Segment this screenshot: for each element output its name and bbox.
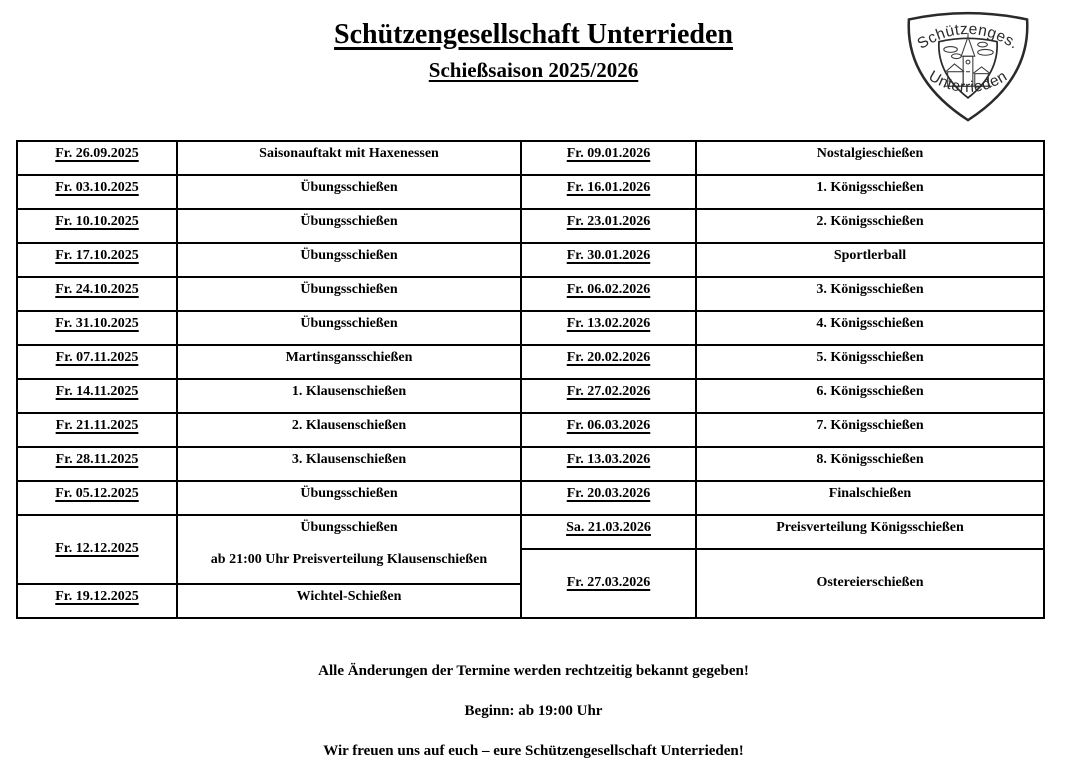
event-name-cell xyxy=(177,379,521,413)
schedule-row xyxy=(17,379,521,413)
schedule-row xyxy=(17,141,521,175)
event-date: Fr. 12.12.2025 xyxy=(55,541,139,557)
schedule-row xyxy=(521,549,1044,618)
event-name: Sportlerball xyxy=(833,248,907,263)
event-name-cell xyxy=(177,277,521,311)
event-name-cell xyxy=(696,277,1044,311)
event-name-cell xyxy=(696,413,1044,447)
schedule-row xyxy=(17,175,521,209)
event-name-cell xyxy=(696,447,1044,481)
schedule-row xyxy=(17,515,521,584)
event-date-cell xyxy=(521,379,696,413)
schedule-row xyxy=(521,515,1044,549)
event-name-cell xyxy=(177,345,521,379)
event-name: Finalschießen xyxy=(828,486,912,501)
event-name: 3. Klausenschießen xyxy=(291,452,407,467)
footer-note-start-time: Beginn: ab 19:00 Uhr xyxy=(464,703,603,719)
event-date-cell xyxy=(17,379,177,413)
schedule-row xyxy=(521,311,1044,345)
schedule-table-2025 xyxy=(16,140,522,619)
event-name-cell xyxy=(177,311,521,345)
footer-note-greeting: Wir freuen uns auf euch – eure Schützengesellschaft Unterrieden! xyxy=(323,743,744,759)
event-name: 7. Königsschießen xyxy=(816,418,924,433)
event-name-cell xyxy=(696,209,1044,243)
event-date-cell xyxy=(17,345,177,379)
event-name: Übungsschießen xyxy=(300,248,398,263)
event-name: Übungsschießen xyxy=(300,180,398,195)
footer-note-changes: Alle Änderungen der Termine werden rechtzeitig bekannt gegeben! xyxy=(318,663,749,679)
event-name-cell xyxy=(696,549,1044,618)
schedule-tables xyxy=(16,140,1045,619)
schedule-row xyxy=(17,311,521,345)
event-date: Fr. 28.11.2025 xyxy=(55,452,139,467)
event-date: Fr. 13.03.2026 xyxy=(566,452,651,467)
event-date-cell xyxy=(521,277,696,311)
event-date: Fr. 20.03.2026 xyxy=(566,486,651,501)
event-date: Fr. 26.09.2025 xyxy=(55,146,139,161)
schedule-row xyxy=(521,345,1044,379)
event-date: Fr. 06.02.2026 xyxy=(566,282,651,297)
schedule-row xyxy=(521,447,1044,481)
event-date-cell xyxy=(17,447,177,481)
schedule-row xyxy=(521,141,1044,175)
event-date-cell xyxy=(521,141,696,175)
schedule-row xyxy=(521,175,1044,209)
page-title: Schützengesellschaft Unterrieden xyxy=(334,19,733,50)
shield-crest-icon xyxy=(899,2,1037,124)
event-name-cell xyxy=(177,584,521,618)
event-date: Fr. 16.01.2026 xyxy=(566,180,651,195)
event-date-cell xyxy=(521,243,696,277)
event-date: Fr. 24.10.2025 xyxy=(55,282,139,297)
event-date: Fr. 09.01.2026 xyxy=(566,146,651,161)
event-date: Fr. 07.11.2025 xyxy=(55,350,139,365)
crest-bottom-label: Unterrieden xyxy=(925,67,1011,97)
event-date-cell xyxy=(17,141,177,175)
event-name: 2. Klausenschießen xyxy=(291,418,407,433)
event-date-cell xyxy=(521,311,696,345)
footer-notes xyxy=(0,663,1067,783)
event-name-cell xyxy=(696,515,1044,549)
schedule-row xyxy=(17,481,521,515)
event-name: Ostereierschießen xyxy=(816,575,924,591)
event-name-cell xyxy=(177,481,521,515)
event-date: Sa. 21.03.2026 xyxy=(566,520,651,535)
event-name-line2: ab 21:00 Uhr Preisverteilung Klausenschießen xyxy=(210,551,488,567)
crest-top-label: Schützenges. xyxy=(914,20,1022,53)
event-name: Übungsschießen xyxy=(300,486,398,501)
event-name: 6. Königsschießen xyxy=(816,384,924,399)
schedule-row xyxy=(521,243,1044,277)
page-subtitle: Schießsaison 2025/2026 xyxy=(428,57,639,82)
club-crest-logo xyxy=(899,2,1037,124)
event-date-cell xyxy=(521,515,696,549)
event-name: Übungsschießen xyxy=(300,520,398,535)
event-date: Fr. 05.12.2025 xyxy=(55,486,139,501)
event-name: Martinsgansschießen xyxy=(285,350,413,365)
schedule-row xyxy=(17,209,521,243)
event-name: 5. Königsschießen xyxy=(816,350,924,365)
event-date-cell xyxy=(521,175,696,209)
event-date-cell xyxy=(17,584,177,618)
schedule-row xyxy=(17,243,521,277)
event-date-cell xyxy=(17,175,177,209)
event-date: Fr. 27.02.2026 xyxy=(566,384,651,399)
event-name: Saisonauftakt mit Haxenessen xyxy=(259,146,439,161)
event-date: Fr. 06.03.2026 xyxy=(566,418,651,433)
event-name: Übungsschießen xyxy=(300,214,398,229)
schedule-row xyxy=(521,481,1044,515)
event-name-cell xyxy=(177,515,521,584)
event-name-cell xyxy=(177,413,521,447)
event-date-cell xyxy=(17,243,177,277)
event-name: 2. Königsschießen xyxy=(816,214,924,229)
event-name: Nostalgieschießen xyxy=(816,146,924,161)
event-date: Fr. 19.12.2025 xyxy=(55,589,139,604)
event-name-cell xyxy=(696,379,1044,413)
event-name-cell xyxy=(696,481,1044,515)
event-date: Fr. 03.10.2025 xyxy=(55,180,139,195)
event-name-cell xyxy=(177,447,521,481)
event-date-cell xyxy=(521,209,696,243)
schedule-row xyxy=(17,584,521,618)
event-date: Fr. 13.02.2026 xyxy=(566,316,651,331)
event-date: Fr. 10.10.2025 xyxy=(55,214,139,229)
event-name: 4. Königsschießen xyxy=(816,316,924,331)
event-date-cell xyxy=(521,345,696,379)
schedule-row xyxy=(521,209,1044,243)
event-date-cell xyxy=(521,447,696,481)
event-name: 1. Klausenschießen xyxy=(291,384,407,399)
schedule-row xyxy=(521,379,1044,413)
event-date: Fr. 21.11.2025 xyxy=(55,418,139,433)
event-name-cell xyxy=(696,345,1044,379)
event-date-cell xyxy=(521,413,696,447)
event-date: Fr. 17.10.2025 xyxy=(55,248,139,263)
event-date: Fr. 30.01.2026 xyxy=(566,248,651,263)
schedule-row xyxy=(521,413,1044,447)
event-date-cell xyxy=(17,277,177,311)
schedule-row xyxy=(17,413,521,447)
event-name-cell xyxy=(177,141,521,175)
schedule-row xyxy=(17,277,521,311)
event-date: Fr. 20.02.2026 xyxy=(566,350,651,365)
event-name: 1. Königsschießen xyxy=(816,180,924,195)
event-date: Fr. 23.01.2026 xyxy=(566,214,651,229)
event-date-cell xyxy=(17,311,177,345)
event-name: Preisverteilung Königsschießen xyxy=(776,520,964,535)
event-name-cell xyxy=(696,141,1044,175)
event-name-cell xyxy=(696,243,1044,277)
event-date-cell xyxy=(17,209,177,243)
event-date-cell xyxy=(17,413,177,447)
event-date-cell xyxy=(17,515,177,584)
schedule-row xyxy=(521,277,1044,311)
event-name: Übungsschießen xyxy=(300,282,398,297)
event-name-cell xyxy=(177,243,521,277)
event-date-cell xyxy=(521,481,696,515)
event-name: 3. Königsschießen xyxy=(816,282,924,297)
event-name: 8. Königsschießen xyxy=(816,452,924,467)
schedule-table-2026 xyxy=(520,140,1045,619)
event-name: Übungsschießen xyxy=(300,316,398,331)
schedule-row xyxy=(17,345,521,379)
event-name: Wichtel-Schießen xyxy=(296,589,402,604)
event-name-cell xyxy=(177,175,521,209)
event-name-cell xyxy=(696,311,1044,345)
schedule-row xyxy=(17,447,521,481)
event-date: Fr. 14.11.2025 xyxy=(55,384,139,399)
event-date: Fr. 31.10.2025 xyxy=(55,316,139,331)
event-date-cell xyxy=(521,549,696,618)
event-name-cell xyxy=(696,175,1044,209)
event-name-cell xyxy=(177,209,521,243)
event-date-cell xyxy=(17,481,177,515)
event-date: Fr. 27.03.2026 xyxy=(566,575,651,591)
